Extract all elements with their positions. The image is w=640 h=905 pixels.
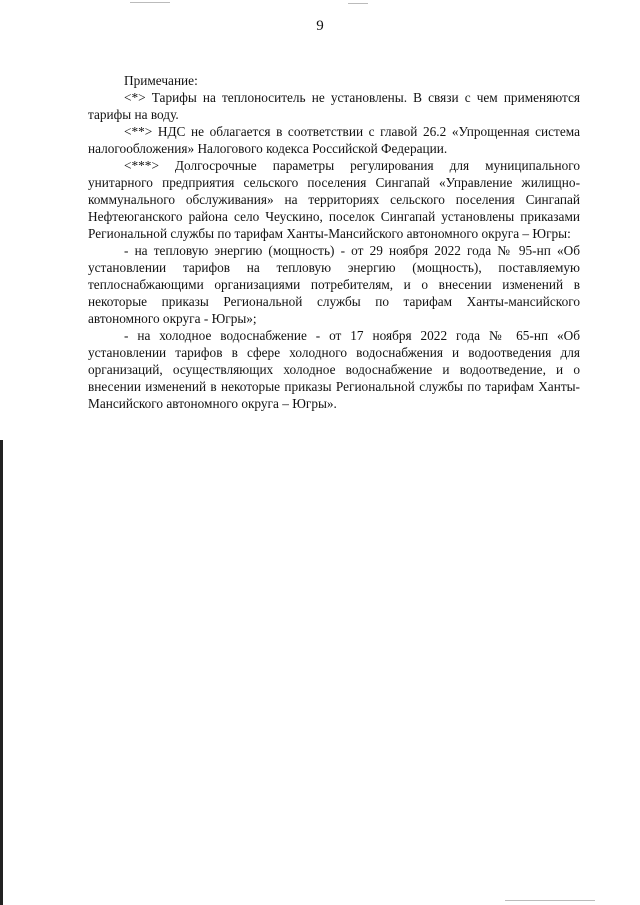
scan-artifact-top — [130, 2, 170, 3]
note-heading: Примечание: — [124, 73, 198, 88]
page-number: 9 — [316, 18, 324, 34]
scan-artifact-bottom — [505, 900, 595, 901]
note-section — [88, 72, 580, 412]
note-tariff-coolant: <*> Тарифы на теплоноситель не установлены. В связи с чем применяются тарифы на воду. — [88, 90, 580, 122]
note-vat: <**> НДС не облагается в соответствии с главой 26.2 «Упрощенная система налогообложения» Налогового кодекса Российской Федерации. — [88, 124, 580, 156]
scan-edge-shadow — [0, 440, 3, 905]
note-thermal-energy-order: - на тепловую энергию (мощность) - от 29 ноября 2022 года № 95-нп «Об установлении тарифов на тепловую энергию (мощность), поставляемую теплоснабжающими организациями потребителям, и о внесении изменений в некоторые приказы Региональной службы по тарифам Ханты-мансийского автономного округа - Югры»; — [88, 243, 580, 326]
note-cold-water-order: - на холодное водоснабжение - от 17 ноября 2022 года № 65-нп «Об установлении тарифов в сфере холодного водоснабжения и водоотведения для организаций, осуществляющих холодное водоснабжение и водоотведение, и о внесении изменений в некоторые приказы Региональной службы по тарифам Ханты-Мансийского автономного округа – Югры». — [88, 328, 580, 411]
scan-artifact-top-right — [348, 3, 368, 4]
note-long-term-parameters: <***> Долгосрочные параметры регулирования для муниципального унитарного предприятия сельского поселения Сингапай «Управление жилищно-коммунального обслуживания» на территориях сельского поселения Сингапай Нефтеюганского района село Чеускино, поселок Сингапай установлены приказами Региональной службы по тарифам Ханты-Мансийского автономного округа – Югры: — [88, 158, 580, 241]
